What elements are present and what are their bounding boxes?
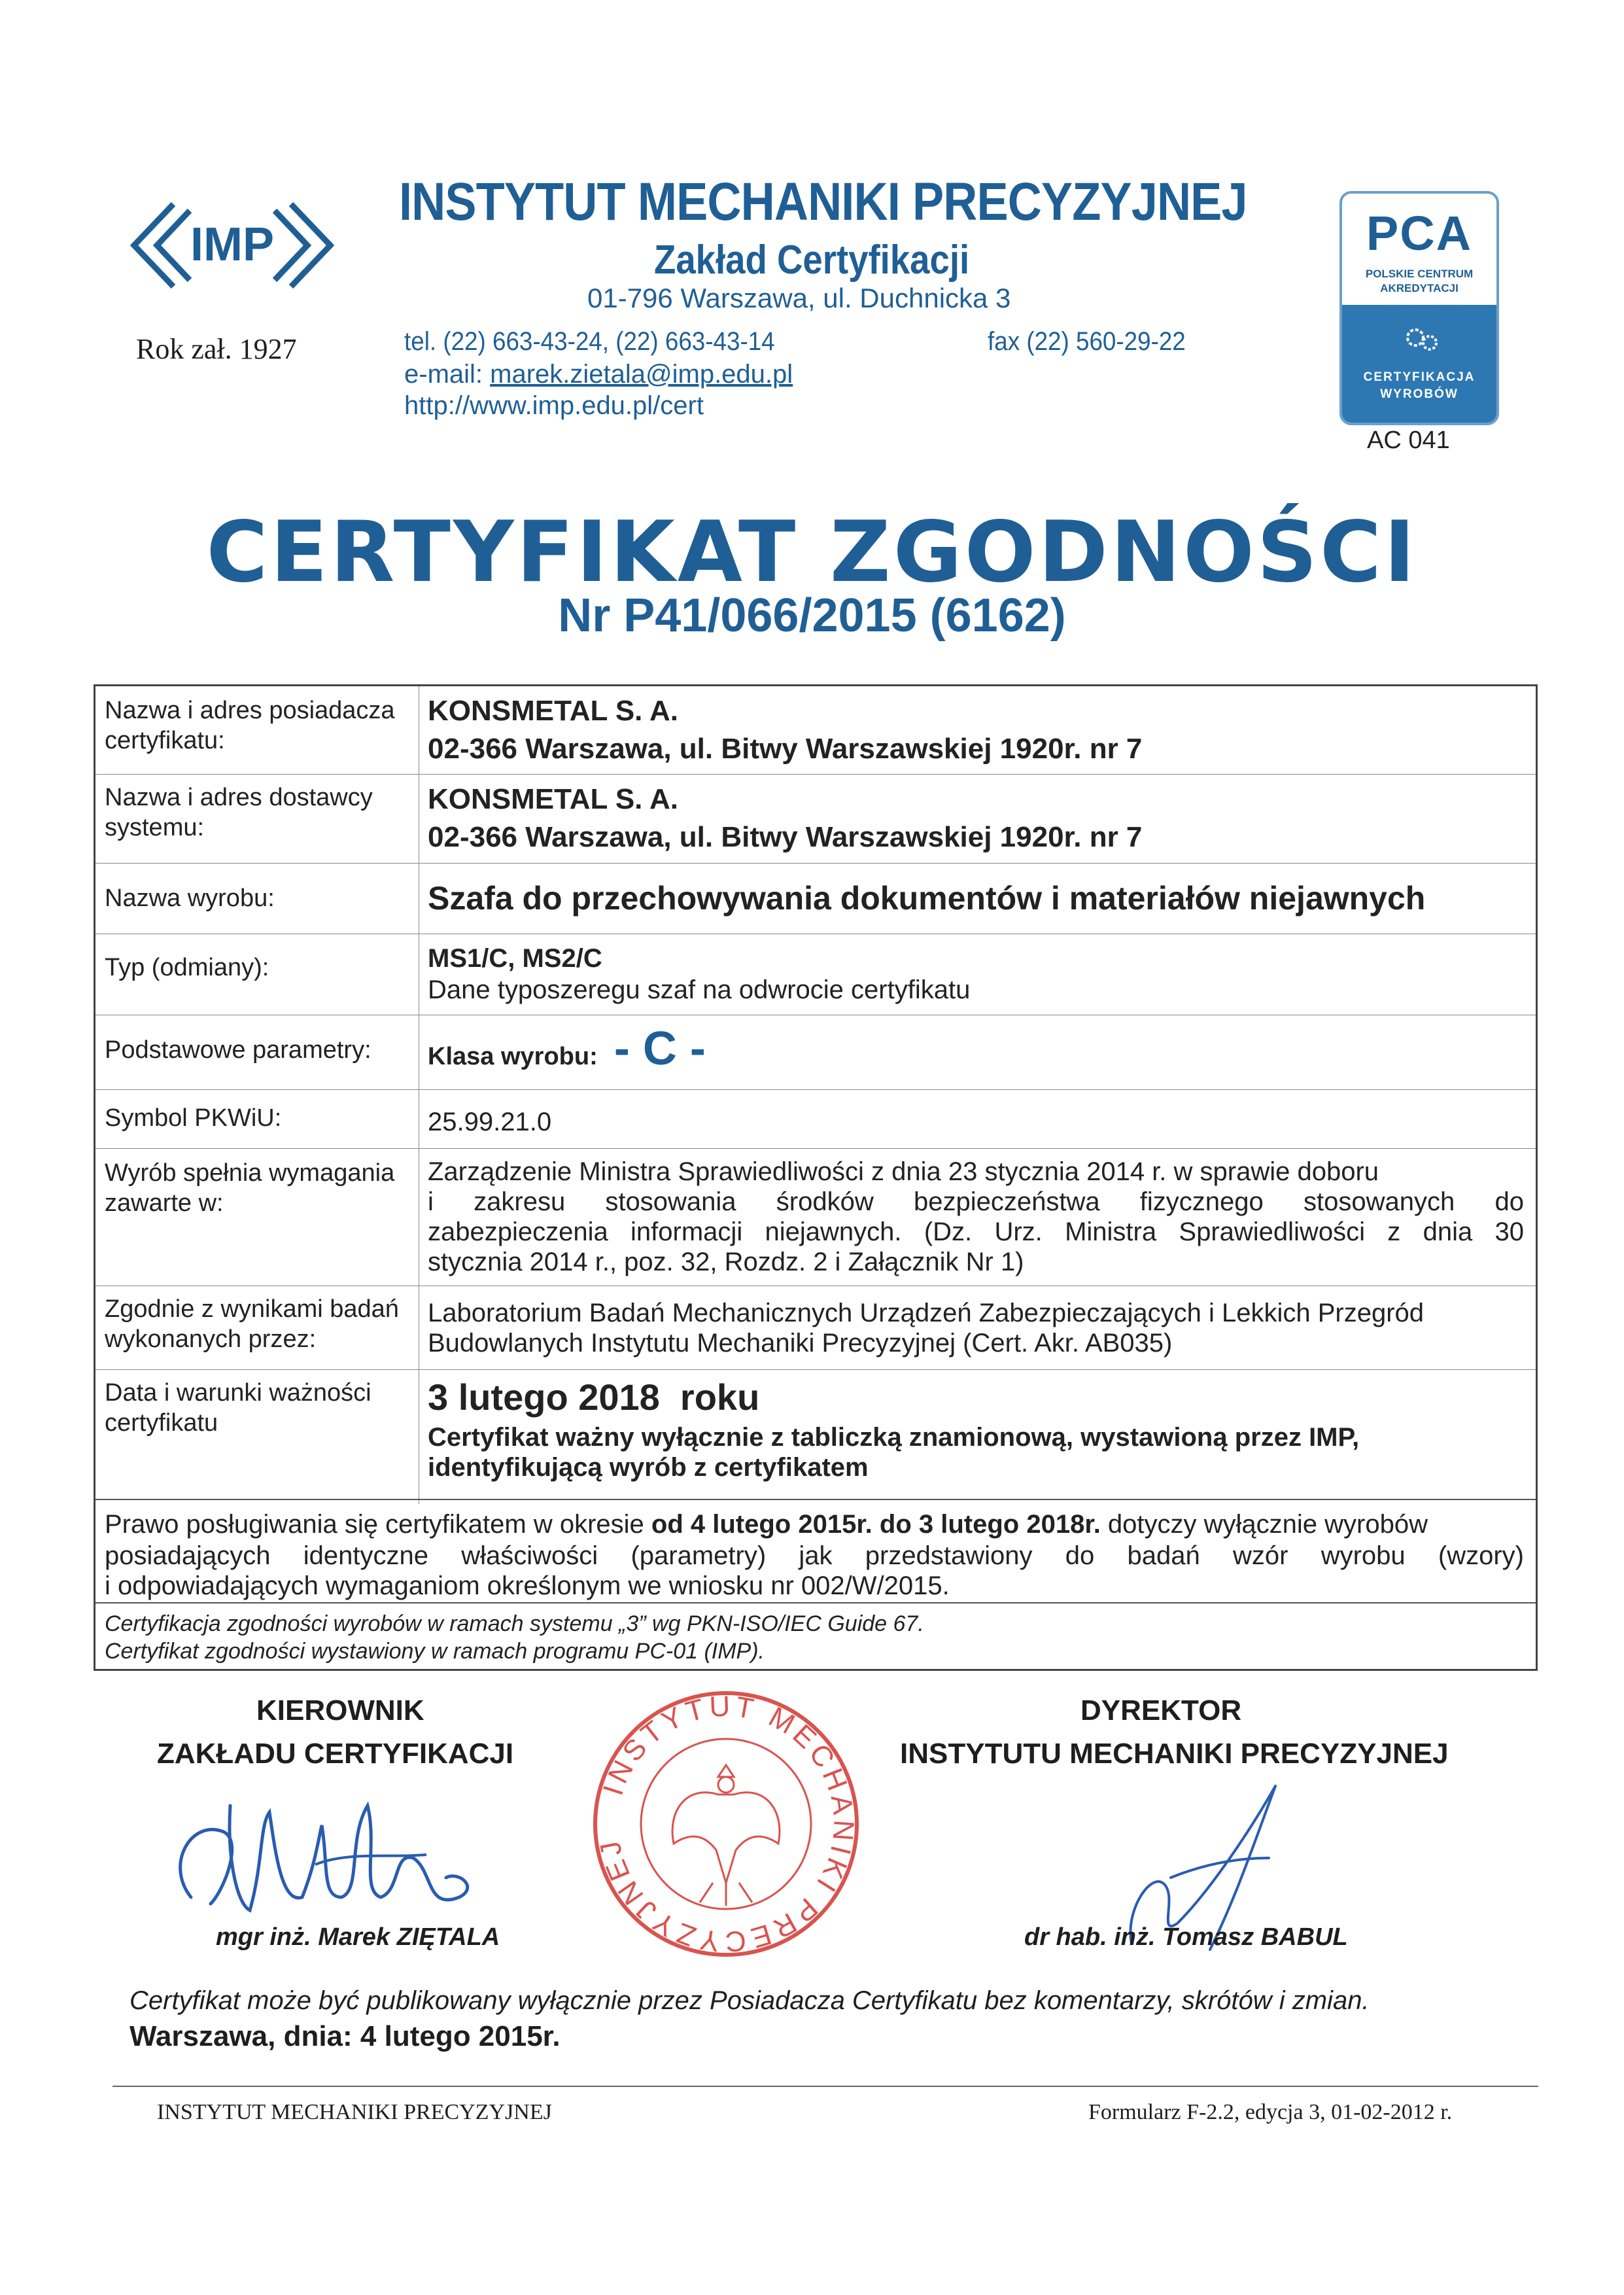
row-supplier	[95, 774, 1536, 863]
pca-title: PCA	[1366, 206, 1473, 260]
holder-label: Nazwa i adres posiadacza certyfikatu:	[105, 697, 395, 754]
place-and-date: Warszawa, dnia: 4 lutego 2015r.	[130, 2020, 561, 2052]
rights-line3: i odpowiadających wymaganiom określonym we wniosku nr 002/W/2015.	[105, 1571, 950, 1600]
institute-stamp	[589, 1687, 863, 1961]
requirements-line4: stycznia 2014 r., poz. 32, Rozdz. 2 i Załącznik Nr 1)	[428, 1248, 1024, 1276]
product-class: - C -	[613, 1023, 706, 1075]
supplier-address: 02-366 Warszawa, ul. Bitwy Warszawskiej 1920r. nr 7	[428, 821, 1143, 853]
holder-address: 02-366 Warszawa, ul. Bitwy Warszawskiej 1920r. nr 7	[428, 733, 1143, 765]
supplier-label: Nazwa i adres dostawcy systemu:	[105, 784, 373, 841]
pca-band-line1: CERTYFIKACJA	[1363, 370, 1476, 384]
product-label: Nazwa wyrobu:	[105, 885, 275, 912]
note-line2: Certyfikat zgodności wystawiony w ramach programu PC-01 (IMP).	[105, 1639, 765, 1664]
rights-text-a: Prawo posługiwania się certyfikatem w okresie	[105, 1510, 651, 1539]
laboratory-line1: Laboratorium Badań Mechanicznych Urządzeń Zabezpieczających i Lekkich Przegród	[428, 1299, 1425, 1327]
phone-numbers: tel. (22) 663-43-24, (22) 663-43-14	[404, 327, 775, 356]
row-validity	[95, 1369, 1536, 1499]
pca-band-text	[1342, 369, 1496, 403]
rights-text-c: dotyczy wyłącznie wyrobów	[1100, 1510, 1428, 1539]
rights-line1	[105, 1509, 1524, 1540]
fax-number: fax (22) 560-29-22	[988, 327, 1186, 356]
product-name: Szafa do przechowywania dokumentów i materiałów niejawnych	[428, 880, 1426, 917]
certificate-title: CERTYFIKAT ZGODNOŚCI	[206, 504, 1418, 601]
left-signatory-title1: KIEROWNIK	[256, 1694, 424, 1726]
email-label: e-mail:	[404, 360, 491, 389]
params-label: Podstawowe parametry:	[105, 1036, 371, 1064]
row-params	[95, 1015, 1536, 1089]
right-signatory-title1: DYREKTOR	[1080, 1694, 1242, 1726]
eagle-icon	[672, 1765, 780, 1906]
row-laboratory	[95, 1286, 1536, 1369]
imp-logo	[128, 196, 337, 294]
validity-label: Data i warunki ważności certyfikatu	[105, 1379, 371, 1437]
rights-period: od 4 lutego 2015r. do 3 lutego 2018r.	[651, 1510, 1101, 1539]
validity-line2: identyfikującą wyrób z certyfikatem	[428, 1453, 869, 1482]
type-note: Dane typoszeregu szaf na odwrocie certyfikatu	[428, 975, 971, 1004]
department-name: Zakład Certyfikacji	[654, 237, 970, 283]
laboratory-label: Zgodnie z wynikami badań wykonanych przez:	[105, 1295, 399, 1353]
requirements-line1: Zarządzenie Ministra Sprawiedliwości z dnia 23 stycznia 2014 r. w sprawie doboru	[428, 1157, 1379, 1186]
gears-icon	[1402, 323, 1442, 356]
supplier-name: KONSMETAL S. A.	[428, 783, 678, 815]
params-value	[428, 1023, 1524, 1075]
pca-subtitle-line1: POLSKIE CENTRUM	[1365, 268, 1474, 280]
class-prefix: Klasa wyrobu:	[428, 1043, 598, 1070]
left-signature	[152, 1766, 492, 1936]
row-pkwiu	[95, 1089, 1536, 1148]
holder-name: KONSMETAL S. A.	[428, 695, 678, 727]
right-signatory-title2: INSTYTUTU MECHANIKI PRECYZYJNEJ	[900, 1738, 1449, 1770]
validity-date: 3 lutego 2018 roku	[428, 1376, 760, 1418]
pkwiu-value: 25.99.21.0	[428, 1108, 552, 1136]
imp-logo-text: IMP	[190, 219, 275, 271]
row-product	[95, 863, 1536, 934]
pca-subtitle-line2: AKREDYTACJI	[1380, 282, 1459, 294]
row-requirements	[95, 1148, 1536, 1286]
website-link[interactable]: http://www.imp.edu.pl/cert	[404, 391, 704, 420]
left-signatory-name: mgr inż. Marek ZIĘTALA	[216, 1923, 500, 1951]
stamp-text: INSTYTUT MECHANIKI PRECYZYJNEJ	[593, 1690, 860, 1958]
certificate-number: Nr P41/066/2015 (6162)	[558, 589, 1066, 642]
requirements-label: Wyrób spełnia wymagania zawarte w:	[105, 1159, 395, 1217]
row-type	[95, 934, 1536, 1015]
requirements-line2: i zakresu stosowania środków bezpieczeństwa fizycznego stosowanych do	[428, 1187, 1524, 1216]
validity-line1: Certyfikat ważny wyłącznie z tabliczką znamionową, wystawioną przez IMP,	[428, 1423, 1360, 1452]
institute-address: 01-796 Warszawa, ul. Duchnicka 3	[587, 283, 1011, 313]
row-notes	[95, 1602, 1536, 1673]
right-signatory-name: dr hab. inż. Tomasz BABUL	[1024, 1923, 1348, 1951]
founded-year: Rok zał. 1927	[136, 333, 297, 365]
footer-institute: INSTYTUT MECHANIKI PRECYZYJNEJ	[157, 2100, 552, 2124]
type-label: Typ (odmiany):	[105, 954, 269, 981]
certificate-table	[94, 684, 1538, 1671]
pca-band	[1342, 305, 1496, 423]
row-holder	[95, 686, 1536, 774]
left-signatory-title2: ZAKŁADU CERTYFIKACJI	[157, 1738, 514, 1770]
rights-line2: posiadających identyczne właściwości (parametry) jak przedstawiony do badań wzór wyrobu (wzory)	[105, 1541, 1524, 1570]
footer-divider	[112, 2086, 1538, 2087]
row-rights	[95, 1499, 1536, 1602]
pca-band-line2: WYROBÓW	[1380, 387, 1459, 401]
requirements-line3: zabezpieczenia informacji niejawnych. (Dz. Urz. Ministra Sprawiedliwości z dnia 30	[428, 1218, 1524, 1246]
pkwiu-label: Symbol PKWiU:	[105, 1104, 282, 1132]
type-value: MS1/C, MS2/C	[428, 944, 602, 973]
note-line1: Certyfikacja zgodności wyrobów w ramach systemu „3” wg PKN-ISO/IEC Guide 67.	[105, 1611, 924, 1636]
pca-subtitle	[1342, 267, 1496, 296]
email-line	[404, 360, 793, 389]
publication-note: Certyfikat może być publikowany wyłącznie przez Posiadacza Certyfikatu bez komentarzy, skrótów i zmian.	[130, 1986, 1370, 2015]
pca-accreditation-badge	[1339, 191, 1499, 425]
laboratory-line2: Budowlanych Instytutu Mechaniki Precyzyjnej (Cert. Akr. AB035)	[428, 1329, 1173, 1358]
accreditation-number: AC 041	[1367, 427, 1450, 454]
email-link[interactable]: marek.zietala@imp.edu.pl	[490, 360, 793, 389]
institute-name: INSTYTUT MECHANIKI PRECYZYJNEJ	[399, 172, 1247, 232]
footer-form-id: Formularz F-2.2, edycja 3, 01-02-2012 r.	[1088, 2100, 1453, 2124]
